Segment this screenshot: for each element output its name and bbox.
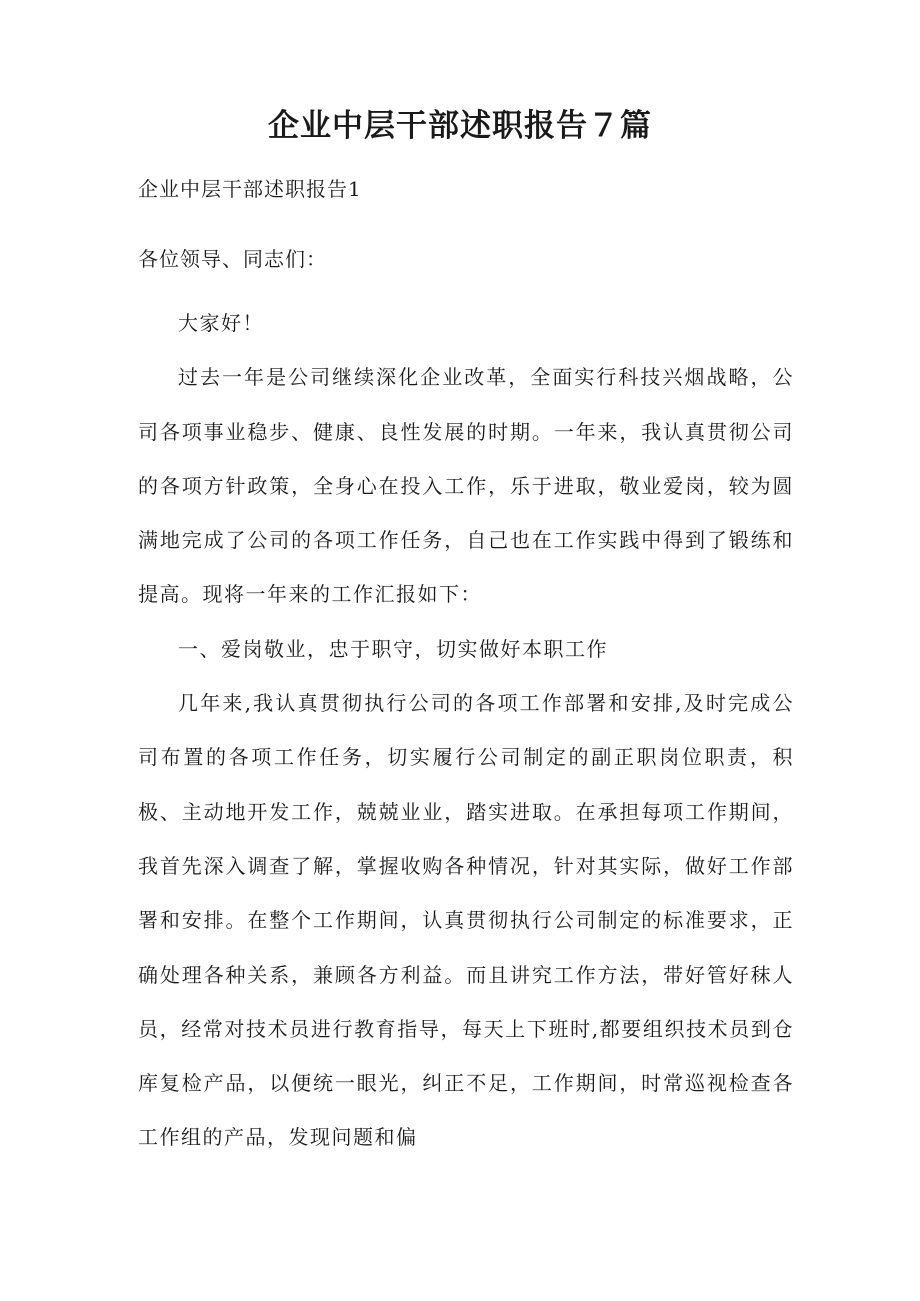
section-heading: 一、爱岗敬业，忠于职守，切实做好本职工作 (178, 636, 608, 661)
salutation: 各位领导、同志们： (138, 247, 327, 271)
paragraph-intro: 过去一年是公司继续深化企业改革，全面实行科技兴烟战略，公司各项事业稳步、健康、良性发展的时期。一年来，我认真贯彻公司的各项方针政策，全身心在投入工作，乐于进取，敬业爱岗，较为圆满地完成了公司的各项工作任务，自己也在工作实践中得到了锻练和提高。现将一年来的工作汇报如下： (138, 365, 794, 607)
document-title: 企业中层干部述职报告７篇 (268, 108, 652, 144)
report-subtitle: 企业中层干部述职报告1 (138, 177, 362, 201)
paragraph-section-one: 几年来,我认真贯彻执行公司的各项工作部署和安排,及时完成公司布置的各项工作任务，切实履行公司制定的副正职岗位职责，积极、主动地开发工作，兢兢业业，踏实进取。在承担每项工作期间，我首先深入调查了解，掌握收购各种情况，针对其实际，做好工作部署和安排。在整个工作期间，认真贯彻执行公司制定的标准要求，正确处理各种关系，兼顾各方利益。而且讲究工作方法，带好管好秣人员，经常对技术员进行教育指导，每天上下班时,都要组织技术员到仓库复检产品，以便统一眼光，纠正不足，工作期间，时常巡视检查各工作组的产品，发现问题和偏 (138, 691, 794, 1150)
report-body (138, 296, 794, 1165)
paragraph-opening: 大家好！ (178, 311, 264, 335)
